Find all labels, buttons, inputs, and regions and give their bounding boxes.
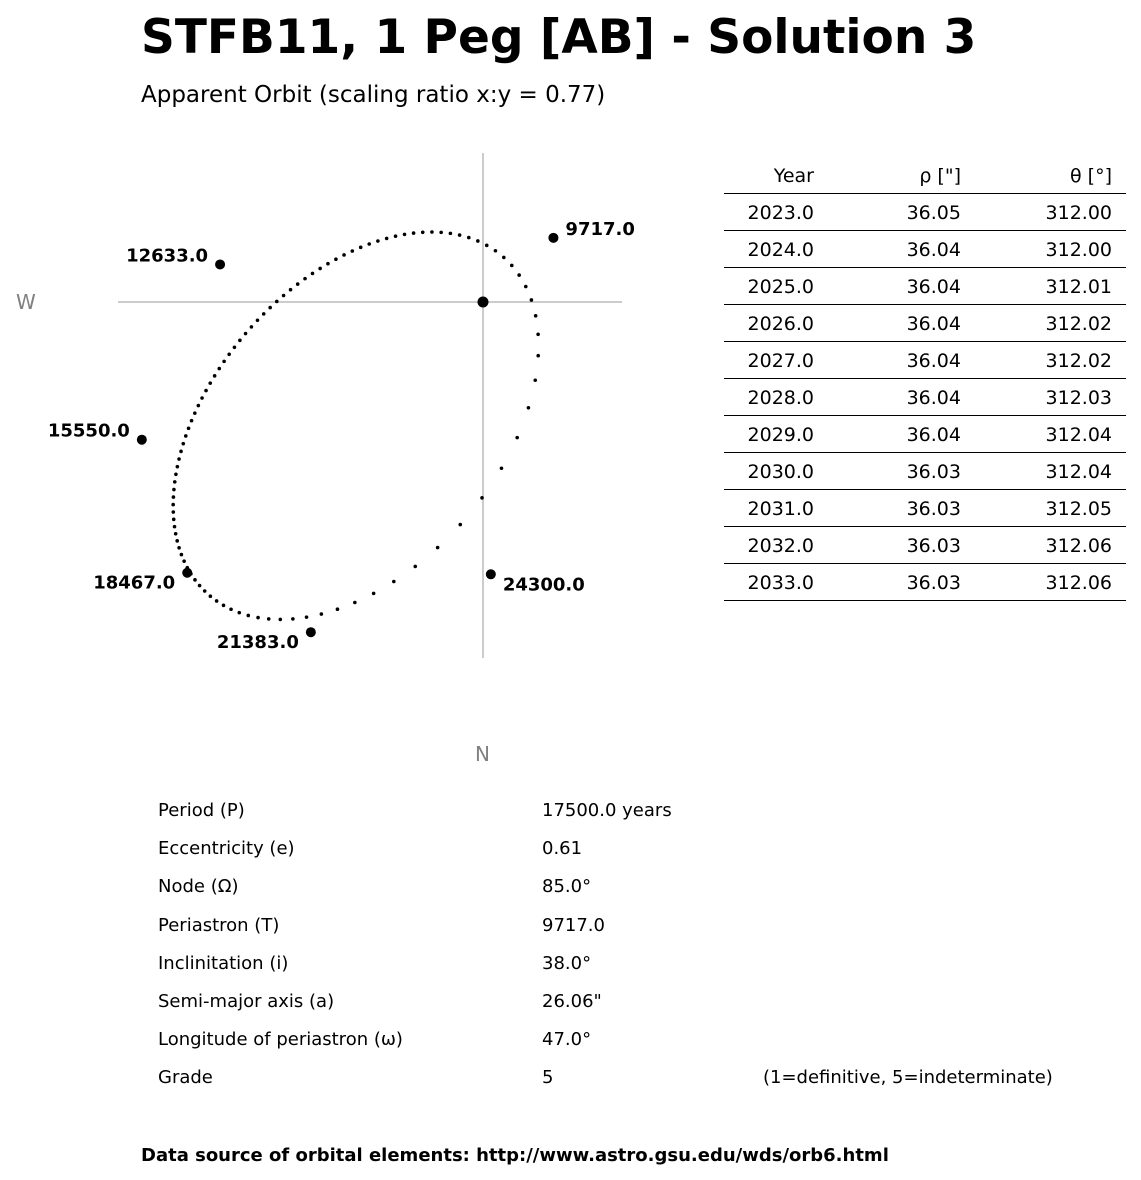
orbit-dot xyxy=(180,553,184,557)
orbit-dot xyxy=(359,246,363,250)
orbit-dot xyxy=(179,450,183,454)
element-value: 9717.0 xyxy=(542,914,605,936)
west-axis-label: W xyxy=(16,290,36,314)
table-header-row xyxy=(724,157,1126,194)
orbit-dot xyxy=(485,244,489,248)
orbit-dot xyxy=(412,231,416,235)
cell-rho: 36.04 xyxy=(906,313,961,335)
orbit-dot xyxy=(515,436,519,440)
cell-year: 2033.0 xyxy=(747,572,814,594)
orbit-dot xyxy=(336,607,340,611)
orbit-dot xyxy=(439,231,443,235)
element-value: 0.61 xyxy=(542,838,583,860)
header-year: Year xyxy=(773,165,814,187)
orbit-dot xyxy=(296,282,300,286)
orbit-dot xyxy=(177,457,181,461)
cell-theta: 312.00 xyxy=(1045,202,1112,224)
data-source-footer: Data source of orbital elements: http://www.astro.gsu.edu/wds/orb6.html xyxy=(141,1145,889,1166)
epoch-label: 21383.0 xyxy=(216,632,299,654)
table-row xyxy=(724,268,1126,305)
element-row xyxy=(158,838,1118,876)
table-row xyxy=(724,305,1126,342)
orbit-dot xyxy=(311,272,315,276)
cell-rho: 36.03 xyxy=(906,535,961,557)
cell-theta: 312.06 xyxy=(1045,572,1112,594)
cell-rho: 36.04 xyxy=(906,276,961,298)
epoch-markers xyxy=(48,219,635,653)
orbital-elements-list xyxy=(158,800,1118,1106)
orbit-dot xyxy=(246,614,250,618)
table-body xyxy=(724,194,1126,601)
orbit-dot xyxy=(217,367,221,371)
element-name: Eccentricity (e) xyxy=(158,838,295,860)
orbit-dot xyxy=(502,256,506,260)
orbit-dot xyxy=(326,262,330,266)
cell-year: 2025.0 xyxy=(747,276,814,298)
element-row xyxy=(158,1067,1118,1105)
cell-theta: 312.03 xyxy=(1045,387,1112,409)
orbit-dot xyxy=(291,617,295,621)
orbit-dot xyxy=(181,442,185,446)
orbit-dot xyxy=(480,496,484,500)
orbit-dot xyxy=(203,589,207,593)
orbit-dot xyxy=(171,510,175,514)
orbit-dot xyxy=(430,230,434,234)
element-row xyxy=(158,915,1118,953)
orbit-dot xyxy=(334,257,338,261)
element-note: (1=definitive, 5=indeterminate) xyxy=(763,1067,1053,1089)
orbit-dot xyxy=(187,427,191,431)
table-row xyxy=(724,564,1126,601)
orbit-dot xyxy=(536,354,540,358)
orbit-dot xyxy=(229,607,233,611)
orbit-dot xyxy=(172,495,176,499)
orbit-dot xyxy=(267,617,271,621)
element-value: 5 xyxy=(542,1067,554,1089)
cell-rho: 36.04 xyxy=(906,387,961,409)
element-value: 85.0° xyxy=(542,876,592,898)
orbit-dot xyxy=(227,352,231,356)
orbit-dot xyxy=(350,249,354,253)
epoch-point xyxy=(215,259,225,269)
orbit-dot xyxy=(510,264,514,268)
orbit-dot xyxy=(282,294,286,298)
orbit-dot xyxy=(238,339,242,343)
orbit-dot xyxy=(524,285,528,289)
orbit-dot xyxy=(244,332,248,336)
cell-rho: 36.03 xyxy=(906,572,961,594)
orbit-dot xyxy=(320,612,324,616)
orbit-dot xyxy=(449,232,453,236)
element-row xyxy=(158,953,1118,991)
epoch-label: 9717.0 xyxy=(565,218,635,240)
orbit-dot xyxy=(250,325,254,329)
cell-theta: 312.00 xyxy=(1045,239,1112,261)
element-value: 26.06" xyxy=(542,990,602,1012)
cell-year: 2027.0 xyxy=(747,350,814,372)
epoch-label: 15550.0 xyxy=(47,420,130,442)
orbit-dot xyxy=(173,525,177,529)
orbit-dot xyxy=(458,523,462,527)
orbit-dot xyxy=(204,389,208,393)
element-value: 47.0° xyxy=(542,1029,592,1051)
element-row xyxy=(158,800,1118,838)
cell-year: 2029.0 xyxy=(747,424,814,446)
element-name: Inclinitation (i) xyxy=(158,952,289,974)
orbit-plot xyxy=(0,140,700,790)
cell-year: 2023.0 xyxy=(747,202,814,224)
epoch-point xyxy=(548,233,558,243)
element-row xyxy=(158,991,1118,1029)
orbit-dot xyxy=(268,306,272,310)
epoch-point xyxy=(306,627,316,637)
epoch-point xyxy=(137,435,147,445)
orbit-dot xyxy=(279,618,283,622)
orbit-dot xyxy=(174,473,178,477)
page-title: STFB11, 1 Peg [AB] - Solution 3 xyxy=(141,10,977,65)
element-name: Grade xyxy=(158,1067,213,1089)
orbit-dot xyxy=(421,230,425,234)
orbit-dot xyxy=(173,480,177,484)
table-row xyxy=(724,527,1126,564)
orbit-dot xyxy=(500,466,504,470)
table-row xyxy=(724,342,1126,379)
orbit-dot xyxy=(184,434,188,438)
cell-year: 2032.0 xyxy=(747,535,814,557)
header-theta: θ [°] xyxy=(1070,165,1112,187)
orbit-dot xyxy=(353,601,357,605)
cell-rho: 36.03 xyxy=(906,461,961,483)
cell-theta: 312.06 xyxy=(1045,535,1112,557)
orbit-dot xyxy=(392,580,396,584)
orbit-dot xyxy=(233,345,237,349)
orbit-dot xyxy=(527,406,531,410)
orbit-dot xyxy=(289,288,293,292)
orbit-dot xyxy=(193,411,197,415)
orbit-dot xyxy=(215,599,219,603)
orbit-dot xyxy=(262,312,266,316)
orbit-dot xyxy=(494,249,498,253)
orbit-dot xyxy=(177,546,181,550)
orbit-dot xyxy=(275,300,279,304)
orbit-dot xyxy=(367,242,371,246)
orbit-dot xyxy=(175,539,179,543)
cell-theta: 312.04 xyxy=(1045,461,1112,483)
orbit-dot xyxy=(413,565,417,569)
orbit-dot xyxy=(536,332,540,336)
orbit-dot xyxy=(517,273,521,277)
orbit-dot xyxy=(209,594,213,598)
primary-star-marker xyxy=(478,297,489,308)
orbit-dot xyxy=(376,239,380,243)
orbit-dot xyxy=(394,234,398,238)
epoch-label: 24300.0 xyxy=(502,574,585,596)
orbit-dot xyxy=(171,503,175,507)
orbit-dot xyxy=(305,615,309,619)
orbit-dot xyxy=(172,488,176,492)
element-name: Longitude of periastron (ω) xyxy=(158,1029,403,1051)
orbit-dot xyxy=(372,592,376,596)
cell-theta: 312.05 xyxy=(1045,498,1112,520)
orbit-dot xyxy=(318,267,322,271)
page-subtitle: Apparent Orbit (scaling ratio x:y = 0.77) xyxy=(141,82,606,108)
orbit-dot xyxy=(222,604,226,608)
table-row xyxy=(724,453,1126,490)
cell-year: 2028.0 xyxy=(747,387,814,409)
orbit-dot xyxy=(530,298,534,302)
orbit-dot xyxy=(193,578,197,582)
orbit-dot xyxy=(403,233,407,237)
epoch-point xyxy=(486,569,496,579)
orbit-dot xyxy=(213,374,217,378)
orbit-dot xyxy=(533,378,537,382)
table-row xyxy=(724,194,1126,231)
orbit-path xyxy=(171,230,540,621)
header-rho: ρ ["] xyxy=(919,165,961,187)
orbit-dot xyxy=(385,237,389,241)
orbit-dot xyxy=(198,584,202,588)
cell-rho: 36.04 xyxy=(906,424,961,446)
cell-rho: 36.04 xyxy=(906,239,961,261)
orbit-dot xyxy=(176,465,180,469)
orbit-dot xyxy=(458,233,462,237)
orbit-dot xyxy=(467,236,471,240)
epoch-label: 12633.0 xyxy=(126,245,209,267)
orbit-dot xyxy=(174,532,178,536)
cell-year: 2031.0 xyxy=(747,498,814,520)
north-axis-label: N xyxy=(475,742,490,766)
cell-theta: 312.01 xyxy=(1045,276,1112,298)
element-value: 38.0° xyxy=(542,952,592,974)
epoch-label: 18467.0 xyxy=(93,572,176,594)
element-value: 17500.0 years xyxy=(542,800,672,821)
orbit-dot xyxy=(256,616,260,620)
element-name: Semi-major axis (a) xyxy=(158,990,335,1012)
orbit-dot xyxy=(534,314,538,318)
ephemeris-table xyxy=(724,157,1126,601)
table-row xyxy=(724,379,1126,416)
orbit-dot xyxy=(222,360,226,364)
orbit-dot xyxy=(303,277,307,281)
element-row xyxy=(158,1029,1118,1067)
cell-year: 2024.0 xyxy=(747,239,814,261)
cell-year: 2030.0 xyxy=(747,461,814,483)
cell-rho: 36.05 xyxy=(906,202,961,224)
orbit-dot xyxy=(436,546,440,550)
table-row xyxy=(724,416,1126,453)
cell-rho: 36.03 xyxy=(906,498,961,520)
orbit-dot xyxy=(200,396,204,400)
orbit-dot xyxy=(256,319,260,323)
orbit-dot xyxy=(342,253,346,257)
table-row xyxy=(724,231,1126,268)
orbit-dot xyxy=(190,419,194,423)
orbit-dot xyxy=(197,404,201,408)
cell-theta: 312.04 xyxy=(1045,424,1112,446)
element-name: Node (Ω) xyxy=(158,876,239,898)
orbit-dot xyxy=(172,518,176,522)
epoch-point xyxy=(182,568,192,578)
element-name: Periastron (T) xyxy=(158,914,280,936)
table-row xyxy=(724,490,1126,527)
cell-theta: 312.02 xyxy=(1045,350,1112,372)
orbit-dot xyxy=(182,559,186,563)
cell-rho: 36.04 xyxy=(906,350,961,372)
orbit-dot xyxy=(208,381,212,385)
orbit-dot xyxy=(237,611,241,615)
element-row xyxy=(158,876,1118,914)
cell-theta: 312.02 xyxy=(1045,313,1112,335)
orbit-dot xyxy=(476,239,480,243)
cell-year: 2026.0 xyxy=(747,313,814,335)
element-name: Period (P) xyxy=(158,800,245,821)
